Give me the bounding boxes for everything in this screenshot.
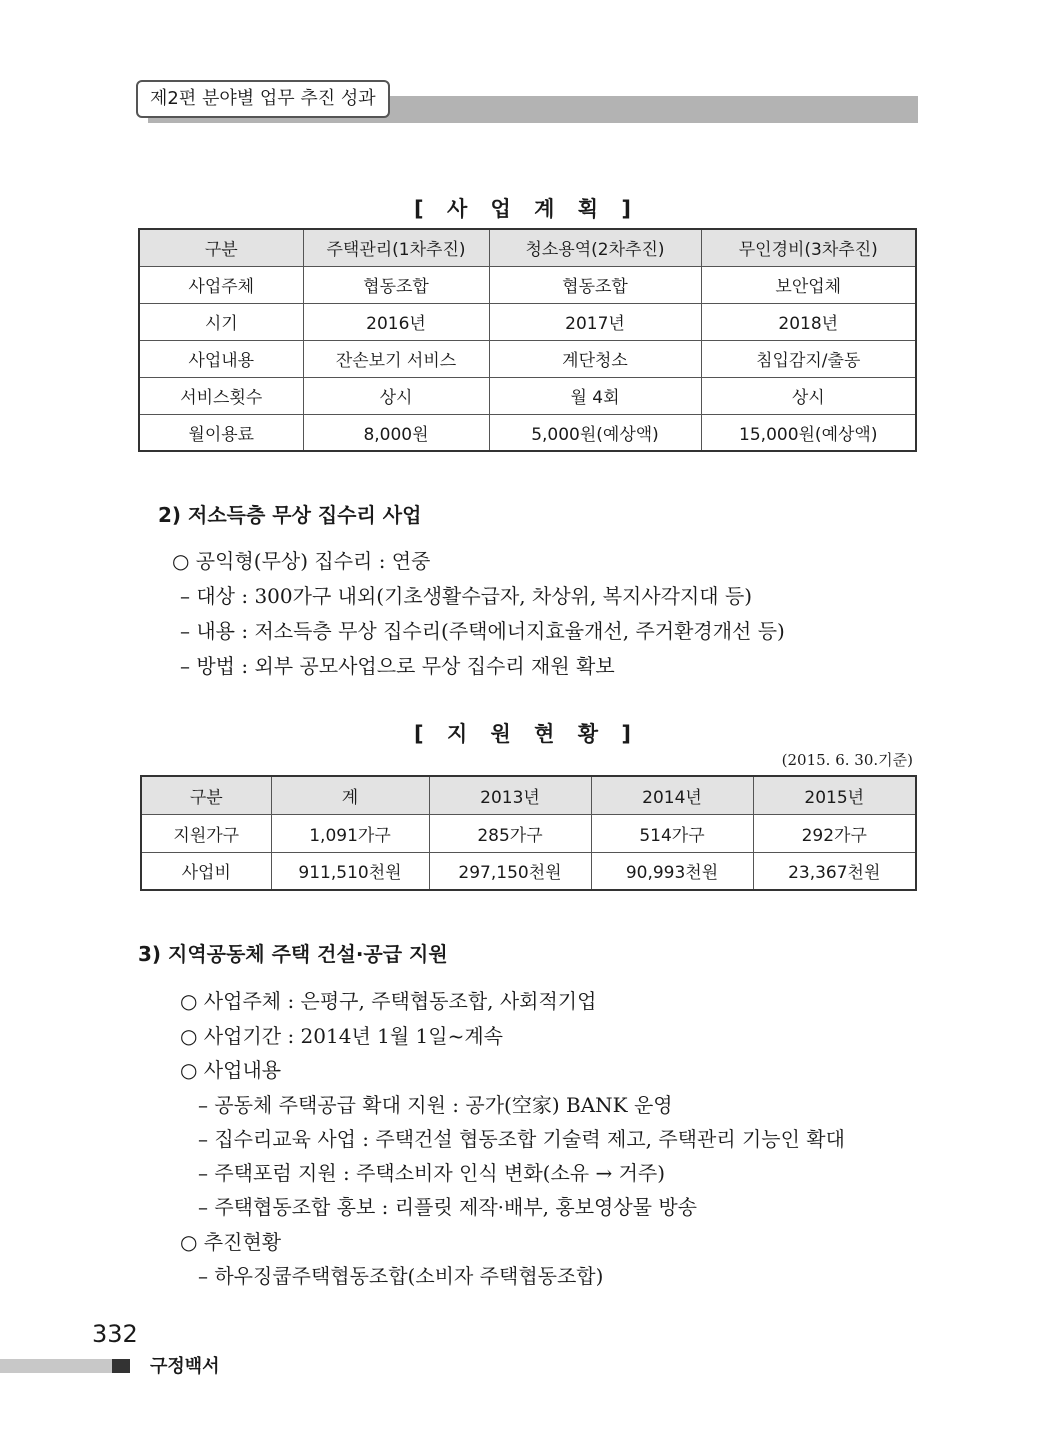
table-cell: 상시 bbox=[303, 377, 489, 414]
table-cell: 시기 bbox=[139, 303, 303, 340]
table-cell: 사업내용 bbox=[139, 340, 303, 377]
page-number: 332 bbox=[92, 1320, 138, 1348]
table-cell: 협동조합 bbox=[489, 266, 701, 303]
table-cell: 사업주체 bbox=[139, 266, 303, 303]
footer-bar bbox=[0, 1359, 112, 1373]
footer-square bbox=[112, 1359, 130, 1373]
table-cell: 침입감지/출동 bbox=[701, 340, 916, 377]
header-cell: 구분 bbox=[141, 776, 271, 814]
header-cell: 계 bbox=[271, 776, 429, 814]
table-cell: 911,510천원 bbox=[271, 852, 429, 890]
table-row bbox=[139, 340, 916, 377]
header-cell: 2015년 bbox=[753, 776, 916, 814]
reference-date-note: (2015. 6. 30.기준) bbox=[781, 751, 913, 769]
table-cell: 월 4회 bbox=[489, 377, 701, 414]
header-cell: 주택관리(1차추진) bbox=[303, 229, 489, 266]
table-row bbox=[139, 377, 916, 414]
dash-line: – 주택협동조합 홍보 : 리플릿 제작·배부, 홍보영상물 방송 bbox=[198, 1195, 697, 1219]
table-cell: 2016년 bbox=[303, 303, 489, 340]
bullet-line: ○ 공익형(무상) 집수리 : 연중 bbox=[172, 549, 431, 573]
plan-table bbox=[138, 228, 917, 452]
header-cell: 2013년 bbox=[429, 776, 591, 814]
table-cell: 90,993천원 bbox=[591, 852, 753, 890]
table-cell: 2018년 bbox=[701, 303, 916, 340]
bullet-line: ○ 사업내용 bbox=[180, 1058, 282, 1082]
table-row bbox=[139, 266, 916, 303]
table-cell: 5,000원(예상액) bbox=[489, 414, 701, 451]
bullet-line: ○ 사업기간 : 2014년 1월 1일~계속 bbox=[180, 1024, 503, 1048]
header-cell: 무인경비(3차추진) bbox=[701, 229, 916, 266]
plan-table-title: [ 사 업 계 획 ] bbox=[414, 197, 639, 221]
dash-line: – 하우징쿱주택협동조합(소비자 주택협동조합) bbox=[198, 1264, 604, 1288]
chapter-title: 제2편 분야별 업무 추진 성과 bbox=[136, 80, 390, 118]
table-row bbox=[139, 414, 916, 451]
table-cell: 514가구 bbox=[591, 814, 753, 852]
table-row bbox=[139, 303, 916, 340]
table-cell: 상시 bbox=[701, 377, 916, 414]
table-cell: 297,150천원 bbox=[429, 852, 591, 890]
table-row bbox=[141, 814, 916, 852]
table-cell: 협동조합 bbox=[303, 266, 489, 303]
table-cell: 292가구 bbox=[753, 814, 916, 852]
table-cell: 지원가구 bbox=[141, 814, 271, 852]
bullet-line: ○ 추진현황 bbox=[180, 1230, 282, 1254]
table-row bbox=[141, 852, 916, 890]
dash-line: – 방법 : 외부 공모사업으로 무상 집수리 재원 확보 bbox=[180, 654, 615, 678]
header-cell: 청소용역(2차추진) bbox=[489, 229, 701, 266]
book-title: 구정백서 bbox=[150, 1356, 220, 1377]
dash-line: – 주택포럼 지원 : 주택소비자 인식 변화(소유 → 거주) bbox=[198, 1161, 666, 1185]
section-heading: 2) 저소득층 무상 집수리 사업 bbox=[158, 503, 422, 527]
dash-line: – 집수리교육 사업 : 주택건설 협동조합 기술력 제고, 주택관리 기능인 확대 bbox=[198, 1127, 845, 1151]
table-cell: 서비스횟수 bbox=[139, 377, 303, 414]
table-cell: 잔손보기 서비스 bbox=[303, 340, 489, 377]
table-cell: 15,000원(예상액) bbox=[701, 414, 916, 451]
plan-table-header bbox=[139, 229, 916, 266]
table-cell: 계단청소 bbox=[489, 340, 701, 377]
header-cell: 구분 bbox=[139, 229, 303, 266]
dash-line: – 공동체 주택공급 확대 지원 : 공가(空家) BANK 운영 bbox=[198, 1093, 673, 1117]
dash-line: – 내용 : 저소득층 무상 집수리(주택에너지효율개선, 주거환경개선 등) bbox=[180, 619, 785, 643]
table-cell: 월이용료 bbox=[139, 414, 303, 451]
table-cell: 285가구 bbox=[429, 814, 591, 852]
support-table bbox=[140, 775, 917, 891]
table-cell: 보안업체 bbox=[701, 266, 916, 303]
support-table-title: [ 지 원 현 황 ] bbox=[414, 722, 639, 746]
header-cell: 2014년 bbox=[591, 776, 753, 814]
table-cell: 23,367천원 bbox=[753, 852, 916, 890]
table-cell: 사업비 bbox=[141, 852, 271, 890]
bullet-line: ○ 사업주체 : 은평구, 주택협동조합, 사회적기업 bbox=[180, 989, 597, 1013]
table-cell: 1,091가구 bbox=[271, 814, 429, 852]
section-heading: 3) 지역공동체 주택 건설·공급 지원 bbox=[138, 942, 448, 966]
table-cell: 8,000원 bbox=[303, 414, 489, 451]
table-cell: 2017년 bbox=[489, 303, 701, 340]
dash-line: – 대상 : 300가구 내외(기초생활수급자, 차상위, 복지사각지대 등) bbox=[180, 584, 753, 608]
support-table-header bbox=[141, 776, 916, 814]
